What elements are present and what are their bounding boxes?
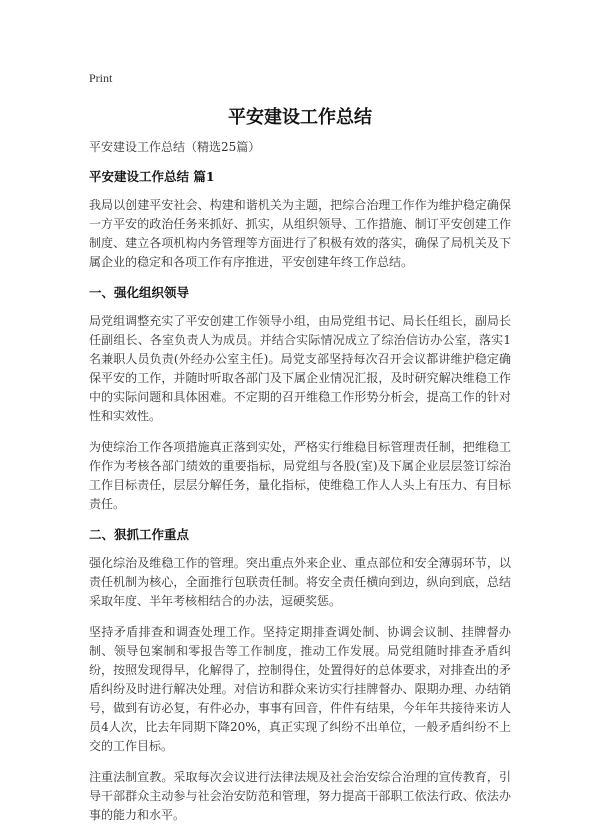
section-key-work	[89, 526, 511, 825]
paragraph: 局党组调整充实了平安创建工作领导小组，由局党组书记、局长任组长，副局长任副组长、各室负责人为成员。并结合实际情况成立了综治信访办公室，落实1名兼职人员负责(外经办公室主任)。局党支部坚持每次召开会议都讲维护稳定确保平安的工作，并随时听取各部门及下属企业情况汇报，及时研究解决维稳工作中的实际问题和具体困难。不定期的召开维稳工作形势分析会，提高工作的针对性和实效性。	[89, 314, 511, 423]
intro-paragraph: 我局以创建平安社会、构建和谐机关为主题，把综合治理工作作为维护稳定确保一方平安的政治任务来抓好、抓实，从组织领导、工作措施、制订平安创建工作制度、建立各项机构内务管理等方面进行了积极有效的落实，确保了局机关及下属企业的稳定和各项工作有序推进，平安创建年终工作总结。	[89, 198, 511, 269]
section-heading: 二、狠抓工作重点	[89, 527, 190, 542]
paragraph: 强化综治及维稳工作的管理。突出重点外来企业、重点部位和安全薄弱环节，以责任机制为核心，全面推行包联责任制。将安全责任横向到边，纵向到底，总结采取年度、半年考核相结合的办法，逗硬奖惩。	[89, 556, 511, 608]
print-link[interactable]: Print	[89, 71, 113, 85]
document-subtitle: 平安建设工作总结（精选25篇）	[89, 140, 261, 154]
section-organization	[89, 284, 511, 514]
paragraph: 注重法制宣教。采取每次会议进行法律法规及社会治安综合治理的宣传教育，引导干部群众主动参与社会治安防范和管理，努力提高干部职工依法行政、依法办事的能力和水平。	[89, 770, 511, 822]
article-title: 平安建设工作总结 篇1	[89, 169, 215, 184]
paragraph: 为使综治工作各项措施真正落到实处，严格实行维稳目标管理责任制，把维稳工作作为考核各部门绩效的重要指标，局党组与各股(室)及下属企业层层签订综治工作目标责任，层层分解任务，量化指标，使维稳工作人人头上有压力、有目标责任。	[89, 440, 511, 511]
paragraph: 坚持矛盾排查和调查处理工作。坚持定期排查调处制、协调会议制、挂牌督办制、领导包案制和零报告等工作制度，推动工作发展。局党组随时排查矛盾纠纷，按照发现得早，化解得了，控制得住，处置得好的总体要求，对排查出的矛盾纠纷及时进行解决处理。对信访和群众来访实行挂牌督办、限期办理、办结销号，做到有访必复，有件必办，事事有回音，件件有结果，今年年共接待来访人员4人次，比去年同期下降20%，真正实现了纠纷不出单位，一般矛盾纠纷不上交的工作目标。	[89, 625, 511, 753]
section-heading: 一、强化组织领导	[89, 285, 190, 300]
page-title: 平安建设工作总结	[228, 107, 372, 128]
